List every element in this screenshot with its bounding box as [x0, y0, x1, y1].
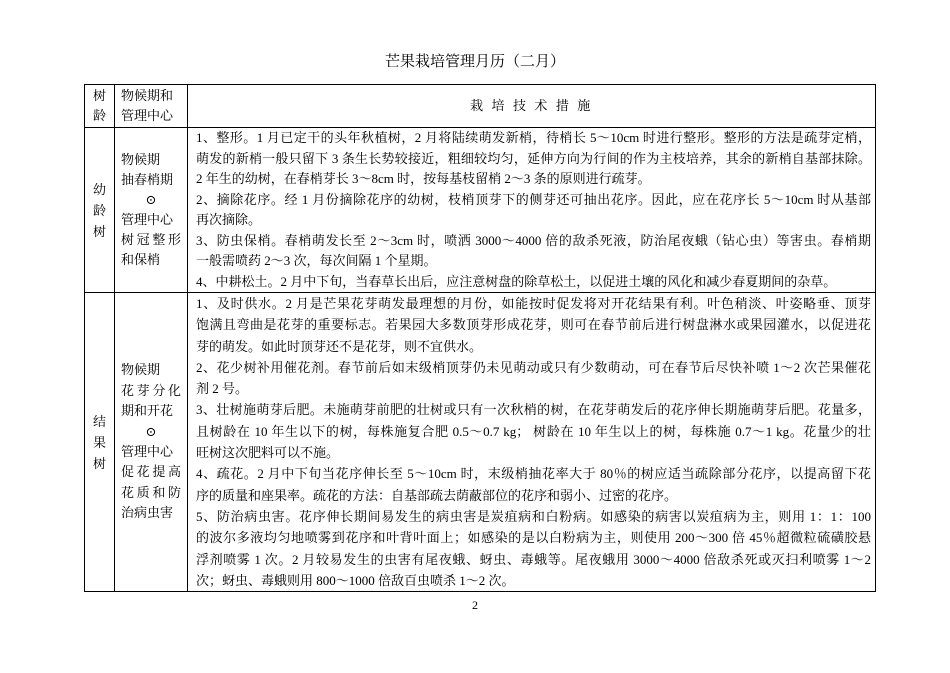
circle-dot-symbol: ⊙ [145, 192, 157, 207]
header-phenology [115, 85, 188, 128]
header-tree-age [85, 85, 115, 128]
tree-age-cell [85, 293, 115, 592]
measure-item-fertilizing [196, 399, 871, 463]
tree-age-char: 树 [92, 223, 106, 239]
measure-item-remove-inflorescence [196, 190, 871, 231]
measure-line: 次；蚜虫、毒蛾则用 800～1000 倍敌百虫喷杀 1～2 次。 [196, 572, 515, 588]
tree-age-cell [85, 128, 115, 293]
measure-line: 序的质量和座果率。疏花的方法：自基部疏去荫蔽部位的花序和弱小、过密的花序。 [196, 487, 678, 503]
measure-item-shaping [196, 128, 871, 190]
measure-line: 4、疏花。2 月中下旬当花序伸长至 5～10cm 时，末级梢抽花率大于 80％的树应适当疏除部分花序，以提高留下花 [196, 466, 871, 482]
measure-line: 再次摘除。 [196, 212, 262, 227]
measure-item-disease-control [196, 506, 871, 591]
phenology-line: 花质和防 [121, 484, 181, 500]
circle-dot-symbol: ⊙ [145, 423, 157, 439]
measure-line: 的波尔多液均匀地喷雾到花序和叶背叶面上；如感染的是以白粉病为主，则使用 200～300 倍 45％超微粒硫磺胶悬 [196, 530, 871, 546]
phenology-line: 管理中心 [121, 444, 174, 460]
measure-line: 一般需喷药 2～3 次，每次间隔 1 个星期。 [196, 253, 437, 268]
page-title: 芒果栽培管理月历（二月） [384, 54, 565, 70]
measure-line: 2、摘除花序。经 1 月份摘除花序的幼树，枝梢顶芽下的侧芽还可抽出花序。因此，应在花序长 5～10cm 时从基部 [196, 191, 871, 207]
header-measures: 栽 培 技 术 措 施 [188, 85, 876, 128]
page-number: 2 [472, 598, 478, 613]
measure-line: 5、防治病虫害。花序伸长期间易发生的病虫害是炭疽病和白粉病。如感染的病害以炭疽病为主，则用 1：1：100 [196, 508, 871, 524]
measure-line: 3、壮树施萌芽后肥。未施萌芽前肥的壮树或只有一次秋梢的树，在花芽萌发后的花序伸长期施萌芽后肥。花量多， [196, 402, 871, 418]
measure-line: 芽的萌发。如此时顶芽还不是花芽，则不宜供水。 [196, 338, 483, 354]
phenology-line: 管理中心 [121, 212, 174, 227]
measure-line: 1、及时供水。2 月是芒果花芽萌发最理想的月份，如能按时促发将对开花结果有利。叶色稍淡、叶姿略垂、顶芽 [196, 296, 871, 311]
measure-line: 且树龄在 10 年生以下的树，每株施复合肥 0.5～0.7 kg； 树龄在 10 年生以上的树，每株施 0.7～1 kg。花量少的壮 [196, 423, 871, 439]
header-phenology-line: 物候期和 [121, 88, 174, 103]
phenology-line: 花芽分化 [121, 382, 181, 398]
header-row [85, 85, 876, 128]
phenology-line: 物候期 [121, 362, 161, 378]
measure-line: 旺树这次肥料可以不施。 [196, 445, 340, 461]
tree-age-char: 龄 [92, 202, 106, 218]
measure-line: 3、防虫保梢。春梢萌发长至 2～3cm 时，喷洒 3000～4000 倍的敌杀死液，防治尾夜蛾（钻心虫）等害虫。春梢期 [196, 232, 871, 248]
phenology-line: 物候期 [121, 152, 161, 167]
phenology-line: 和保梢 [121, 252, 161, 267]
header-tree-age-char: 树 [92, 88, 106, 103]
measure-item-cultivation [196, 272, 871, 293]
calendar-table-wrapper [84, 84, 875, 592]
table-row-fruiting-trees [85, 293, 876, 592]
phenology-line: 抽春梢期 [121, 172, 174, 187]
phenology-line: 促花提高 [121, 464, 181, 480]
tree-age-char: 幼 [92, 181, 106, 197]
header-tree-age-char: 龄 [92, 108, 106, 123]
phenology-cell [115, 128, 188, 293]
phenology-line: 治病虫害 [121, 505, 174, 521]
table-row-young-trees [85, 128, 876, 293]
measure-line: 4、中耕松土。2 月中下旬，当春草长出后，应注意树盘的除草松土，以促进土壤的风化和减少春夏期间的杂草。 [196, 273, 837, 289]
tree-age-char: 树 [92, 455, 106, 471]
measure-item-flower-inducer [196, 357, 871, 400]
measure-item-flower-thinning [196, 463, 871, 506]
measure-line: 1、整形。1 月已定干的头年秋植树，2 月将陆续萌发新梢，待梢长 5～10cm 时进行整形。整形的方法是疏芽定梢， [196, 130, 871, 145]
measure-item-watering [196, 293, 871, 357]
phenology-cell [115, 293, 188, 592]
tree-age-char: 果 [92, 434, 106, 450]
tree-age-char: 结 [92, 413, 106, 429]
header-phenology-line: 管理中心 [121, 108, 174, 123]
measures-cell [188, 128, 876, 293]
measure-line: 2、花少树补用催花剂。春节前后如末级梢顶芽仍未见萌动或只有少数萌动，可在春节后尽快补喷 1～2 次芒果催花 [196, 359, 871, 375]
phenology-line: 期和开花 [121, 403, 174, 419]
measure-line: 萌发的新梢一般只留下 3 条生长势较接近，粗细较均匀，延伸方向为行间的作为主枝培养，其余的新梢自基部抹除。 [196, 150, 871, 166]
calendar-table [84, 84, 876, 592]
measure-line: 2 年生的幼树，在春梢芽长 3～8cm 时，按每基枝留梢 2～3 条的原则进行疏芽。 [196, 171, 651, 186]
phenology-line: 树冠整形 [121, 232, 181, 247]
measure-item-pest-control [196, 231, 871, 272]
measures-cell [188, 293, 876, 592]
measure-line: 剂 2 号。 [196, 381, 249, 397]
measure-line: 饱满且弯曲是花芽的重要标志。若果园大多数顶芽形成花芽，则可在春节前后进行树盘淋水或果园灌水，以促进花 [196, 317, 871, 333]
measure-line: 浮剂喷雾 1 次。2 月较易发生的虫害有尾夜蛾、蚜虫、毒蛾等。尾夜蛾用 3000～4000 倍敌杀死或灭扫利喷雾 1～2 [196, 551, 871, 567]
